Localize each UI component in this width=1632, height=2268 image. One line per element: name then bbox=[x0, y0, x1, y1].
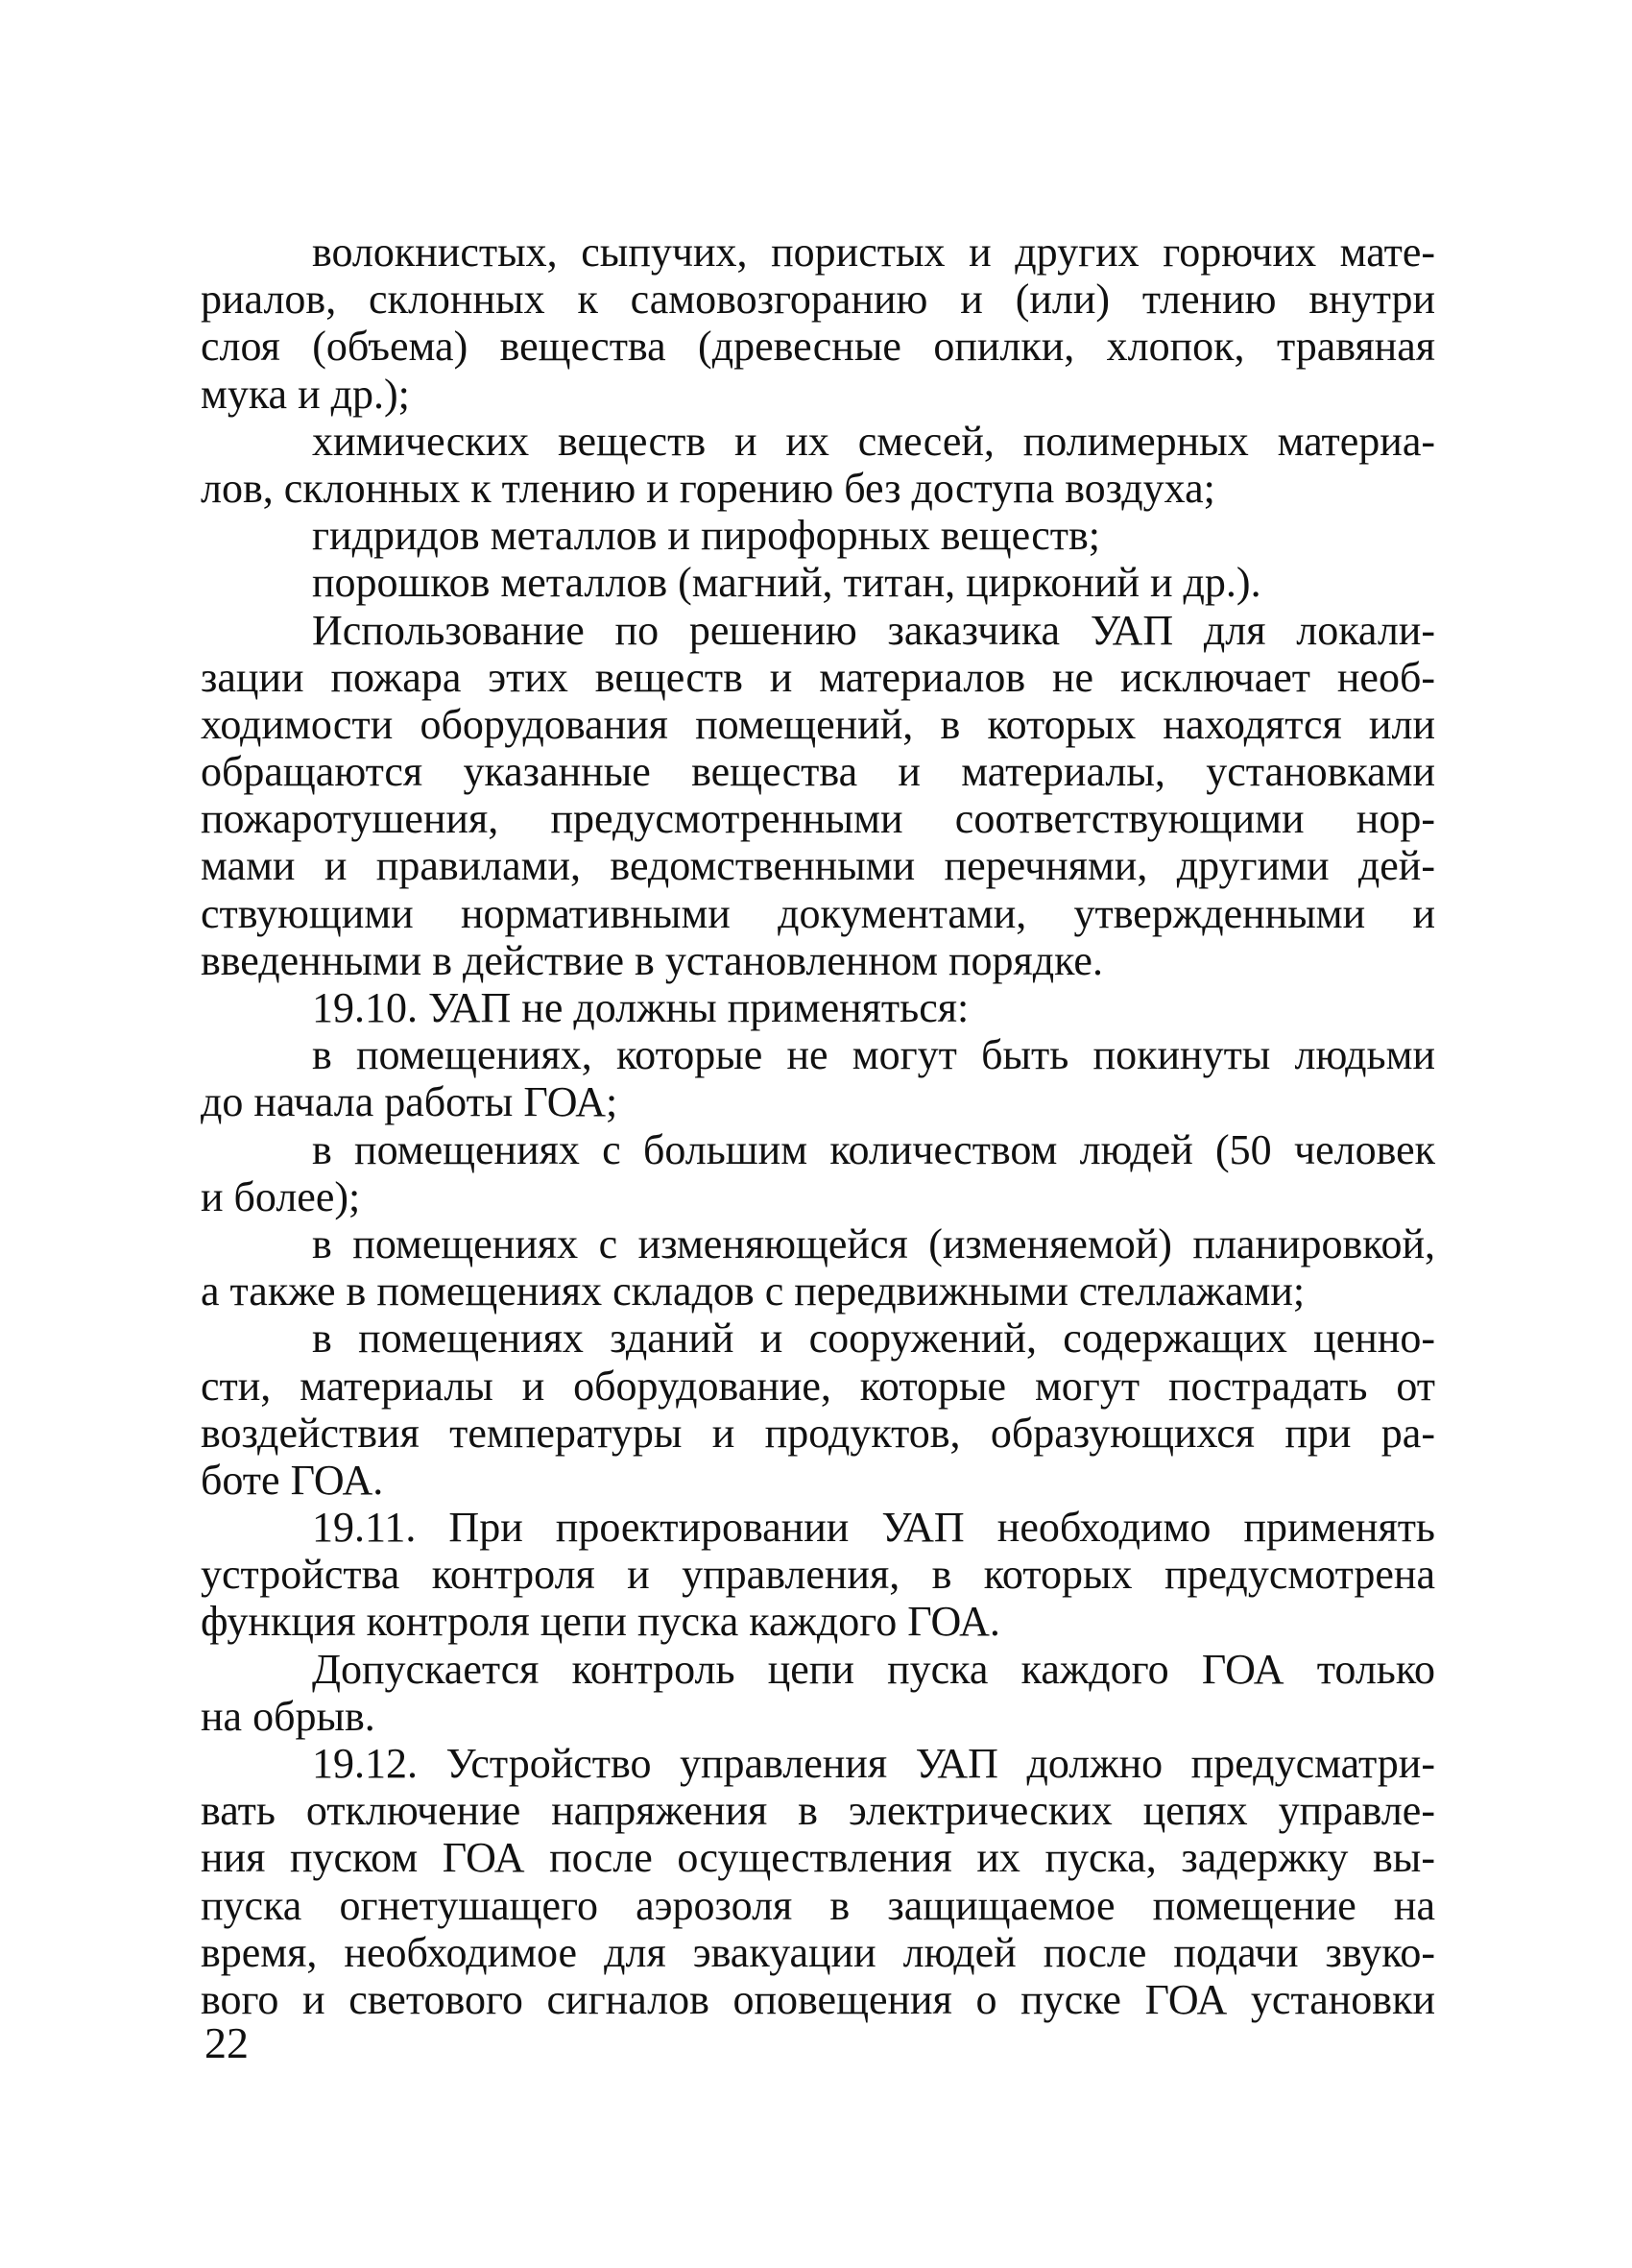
text-line: в помещениях зданий и сооружений, содержащих ценно- bbox=[312, 1315, 1435, 1363]
text-line: обращаются указанные вещества и материалы, установками bbox=[201, 748, 1435, 796]
text-line: в помещениях с изменяющейся (изменяемой) планировкой, bbox=[312, 1219, 1435, 1267]
text-line: и более); bbox=[201, 1172, 361, 1220]
text-line: а также в помещениях складов с передвижными стеллажами; bbox=[201, 1267, 1306, 1315]
text-line: мука и др.); bbox=[201, 370, 410, 418]
text-line: порошков металлов (магний, титан, цирконий и др.). bbox=[312, 559, 1261, 607]
text-line: 19.10. УАП не должны применяться: bbox=[312, 984, 970, 1031]
text-line: пожаротушения, предусмотренными соответствующими нор- bbox=[201, 795, 1435, 843]
text-line: сти, материалы и оборудование, которые могут пострадать от bbox=[201, 1362, 1435, 1410]
text-line: боте ГОА. bbox=[201, 1456, 384, 1504]
text-line: устройства контроля и управления, в которых предусмотрена bbox=[201, 1551, 1435, 1599]
text-line: ствующими нормативными документами, утвержденными и bbox=[201, 889, 1435, 937]
text-line: 19.12. Устройство управления УАП должно предусматри- bbox=[312, 1740, 1435, 1787]
text-line: 19.11. При проектировании УАП необходимо применять bbox=[312, 1504, 1435, 1552]
document-body bbox=[201, 229, 1435, 2023]
text-line: лов, склонных к тлению и горению без доступа воздуха; bbox=[201, 464, 1215, 512]
text-line: Допускается контроль цепи пуска каждого ГОА только bbox=[312, 1645, 1435, 1693]
text-line: волокнистых, сыпучих, пористых и других горючих мате- bbox=[312, 229, 1435, 276]
text-line: гидридов металлов и пирофорных веществ; bbox=[312, 512, 1101, 560]
text-line: введенными в действие в установленном порядке. bbox=[201, 936, 1103, 984]
text-line: до начала работы ГОА; bbox=[201, 1078, 618, 1126]
text-line: ния пуском ГОА после осуществления их пуска, задержку вы- bbox=[201, 1834, 1435, 1882]
text-line: мами и правилами, ведомственными перечнями, другими дей- bbox=[201, 842, 1435, 890]
text-line: Использование по решению заказчика УАП для локали- bbox=[312, 606, 1435, 654]
text-line: время, необходимое для эвакуации людей после подачи звуко- bbox=[201, 1928, 1435, 1976]
text-line: вать отключение напряжения в электрических цепях управле- bbox=[201, 1787, 1435, 1835]
text-line: слоя (объема) вещества (древесные опилки, хлопок, травяная bbox=[201, 323, 1435, 371]
text-line: риалов, склонных к самовозгоранию и (или) тлению внутри bbox=[201, 276, 1435, 324]
text-line: пуска огнетушащего аэрозоля в защищаемое помещение на bbox=[201, 1881, 1435, 1929]
text-line: в помещениях, которые не могут быть покинуты людьми bbox=[312, 1031, 1435, 1079]
text-line: ходимости оборудования помещений, в которых находятся или bbox=[201, 700, 1435, 748]
text-line: воздействия температуры и продуктов, образующихся при ра- bbox=[201, 1409, 1435, 1457]
text-line: на обрыв. bbox=[201, 1692, 375, 1740]
text-line: в помещениях с большим количеством людей (50 человек bbox=[312, 1125, 1435, 1173]
text-line: вого и светового сигналов оповещения о пуске ГОА установки bbox=[201, 1975, 1435, 2023]
text-line: зации пожара этих веществ и материалов не исключает необ- bbox=[201, 653, 1435, 701]
page-number: 22 bbox=[204, 2018, 249, 2067]
text-line: функция контроля цепи пуска каждого ГОА. bbox=[201, 1598, 1000, 1646]
text-line: химических веществ и их смесей, полимерных материа- bbox=[312, 417, 1435, 465]
